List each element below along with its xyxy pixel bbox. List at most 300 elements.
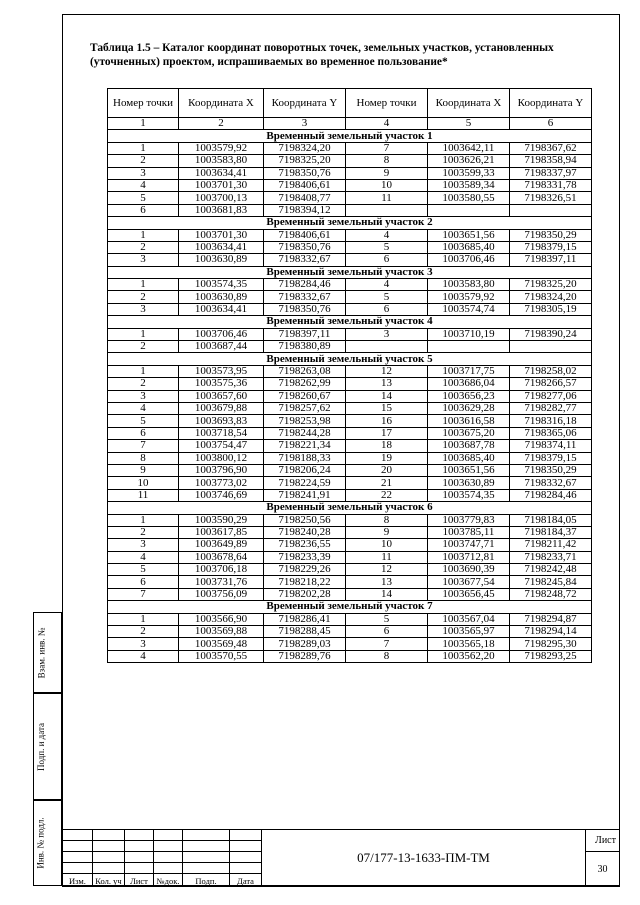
table-cell: 1003687,78 bbox=[428, 440, 510, 452]
table-cell: 1003685,40 bbox=[428, 241, 510, 253]
table-cell: 1003575,36 bbox=[179, 378, 264, 390]
table-cell: 6 bbox=[346, 303, 428, 315]
table-cell: 3 bbox=[108, 390, 179, 402]
table-cell: 8 bbox=[108, 452, 179, 464]
table-row bbox=[108, 254, 592, 266]
document-code: 07/177-13-1633-ПМ-ТМ bbox=[262, 830, 586, 887]
table-cell: Временный земельный участок 2 bbox=[108, 217, 592, 229]
table-cell: 7 bbox=[108, 588, 179, 600]
table-cell: 6 bbox=[346, 254, 428, 266]
table-cell: 6 bbox=[346, 626, 428, 638]
table-cell: 7198295,30 bbox=[510, 638, 592, 650]
table-row bbox=[108, 452, 592, 464]
table-cell: Координата X bbox=[179, 89, 264, 118]
table-cell: 7198211,42 bbox=[510, 539, 592, 551]
table-cell: 1 bbox=[108, 514, 179, 526]
table-cell: 4 bbox=[346, 118, 428, 130]
table-cell: 4 bbox=[346, 229, 428, 241]
stamp-cell bbox=[93, 841, 125, 852]
table-cell: 7198294,14 bbox=[510, 626, 592, 638]
table-cell: 7198245,84 bbox=[510, 576, 592, 588]
table-cell: 2 bbox=[179, 118, 264, 130]
table-cell: 7198188,33 bbox=[264, 452, 346, 464]
stamp-col-podp: Подп. bbox=[183, 874, 230, 887]
table-cell: Координата Y bbox=[510, 89, 592, 118]
table-cell: Номер точки bbox=[108, 89, 179, 118]
table-cell: 5 bbox=[428, 118, 510, 130]
table-cell: 22 bbox=[346, 489, 428, 501]
stamp-cell bbox=[93, 863, 125, 874]
stamp-col-list: Лист bbox=[125, 874, 154, 887]
table-cell: 7198332,67 bbox=[264, 254, 346, 266]
table-cell: Номер точки bbox=[346, 89, 428, 118]
table-cell: 5 bbox=[346, 613, 428, 625]
stamp-cell bbox=[63, 841, 93, 852]
table-cell: 1003710,19 bbox=[428, 328, 510, 340]
table-cell: 7198394,12 bbox=[264, 204, 346, 216]
table-row bbox=[108, 241, 592, 253]
table-cell: 7198289,03 bbox=[264, 638, 346, 650]
table-cell: 7198260,67 bbox=[264, 390, 346, 402]
table-cell: 4 bbox=[346, 279, 428, 291]
title-block bbox=[62, 829, 620, 887]
table-cell: 2 bbox=[108, 626, 179, 638]
table-cell: 8 bbox=[346, 514, 428, 526]
table-cell: Координата Y bbox=[264, 89, 346, 118]
table-row bbox=[108, 341, 592, 353]
table-cell: 7198324,20 bbox=[264, 142, 346, 154]
stamp-cell bbox=[230, 841, 262, 852]
table-cell: 9 bbox=[346, 526, 428, 538]
table-cell: 7198284,46 bbox=[510, 489, 592, 501]
table-row bbox=[108, 229, 592, 241]
stamp-cell bbox=[125, 841, 154, 852]
table-section-row bbox=[108, 266, 592, 278]
table-cell: 7198397,11 bbox=[264, 328, 346, 340]
table-cell: 6 bbox=[108, 427, 179, 439]
stamp-col-izm: Изм. bbox=[63, 874, 93, 887]
table-cell: 1003686,04 bbox=[428, 378, 510, 390]
stamp-cell bbox=[183, 852, 230, 863]
table-section-row bbox=[108, 217, 592, 229]
table-cell: 1003626,21 bbox=[428, 155, 510, 167]
table-cell: 1003583,80 bbox=[428, 279, 510, 291]
table-row bbox=[108, 526, 592, 538]
table-cell: 1003700,13 bbox=[179, 192, 264, 204]
table-row bbox=[108, 477, 592, 489]
table-header-row bbox=[108, 89, 592, 118]
table-row bbox=[108, 179, 592, 191]
table-cell: 7198233,39 bbox=[264, 551, 346, 563]
table-cell: 7198325,20 bbox=[264, 155, 346, 167]
table-cell: Временный земельный участок 1 bbox=[108, 130, 592, 142]
table-cell: 1003649,89 bbox=[179, 539, 264, 551]
table-cell: 7198184,05 bbox=[510, 514, 592, 526]
table-cell: 7198337,97 bbox=[510, 167, 592, 179]
stamp-cell bbox=[183, 830, 230, 841]
table-cell: 1003706,18 bbox=[179, 564, 264, 576]
table-cell: 7198408,77 bbox=[264, 192, 346, 204]
table-cell: 7198380,89 bbox=[264, 341, 346, 353]
table-cell: 7198206,24 bbox=[264, 464, 346, 476]
table-cell: 1003651,56 bbox=[428, 464, 510, 476]
table-cell: 7198325,20 bbox=[510, 279, 592, 291]
table-cell: 7198332,67 bbox=[264, 291, 346, 303]
table-cell: 7198248,72 bbox=[510, 588, 592, 600]
table-cell: 1003731,76 bbox=[179, 576, 264, 588]
table-section-row bbox=[108, 502, 592, 514]
table-cell: 7198379,15 bbox=[510, 241, 592, 253]
table-cell: 2 bbox=[108, 155, 179, 167]
table-row bbox=[108, 650, 592, 662]
table-row bbox=[108, 576, 592, 588]
table-cell: 7198365,06 bbox=[510, 427, 592, 439]
table-cell: 7198202,28 bbox=[264, 588, 346, 600]
table-cell: 7198282,77 bbox=[510, 402, 592, 414]
table-row bbox=[108, 390, 592, 402]
table-row bbox=[108, 514, 592, 526]
table-row bbox=[108, 489, 592, 501]
table-cell: 19 bbox=[346, 452, 428, 464]
table-cell: 3 bbox=[108, 303, 179, 315]
table-cell: 3 bbox=[108, 167, 179, 179]
table-section-row bbox=[108, 130, 592, 142]
table-cell: 1003616,58 bbox=[428, 415, 510, 427]
table-cell: 1003681,83 bbox=[179, 204, 264, 216]
table-cell: 1003687,44 bbox=[179, 341, 264, 353]
table-row bbox=[108, 328, 592, 340]
stamp-cell bbox=[183, 863, 230, 874]
table-cell: 3 bbox=[108, 539, 179, 551]
table-row bbox=[108, 551, 592, 563]
table-cell: 7198229,26 bbox=[264, 564, 346, 576]
table-cell bbox=[510, 341, 592, 353]
side-label-inv: Инв. № подл. bbox=[36, 817, 46, 869]
stamp-cell bbox=[63, 852, 93, 863]
table-cell: 4 bbox=[108, 551, 179, 563]
table-cell: 1003583,80 bbox=[179, 155, 264, 167]
table-cell: 1003629,28 bbox=[428, 402, 510, 414]
table-cell: 1003573,95 bbox=[179, 365, 264, 377]
table-row bbox=[108, 415, 592, 427]
table-cell: Временный земельный участок 5 bbox=[108, 353, 592, 365]
table-row bbox=[108, 427, 592, 439]
table-cell: 20 bbox=[346, 464, 428, 476]
table-cell: 7198236,55 bbox=[264, 539, 346, 551]
table-cell: 5 bbox=[108, 415, 179, 427]
table-cell: Временный земельный участок 7 bbox=[108, 601, 592, 613]
table-row bbox=[108, 402, 592, 414]
table-row bbox=[108, 613, 592, 625]
table-cell: 5 bbox=[108, 192, 179, 204]
table-cell: 7198305,19 bbox=[510, 303, 592, 315]
stamp-cell bbox=[125, 863, 154, 874]
table-cell: 7198350,76 bbox=[264, 241, 346, 253]
table-row bbox=[108, 291, 592, 303]
table-cell: 1003634,41 bbox=[179, 303, 264, 315]
table-cell: 1 bbox=[108, 142, 179, 154]
table-cell: 7198350,29 bbox=[510, 229, 592, 241]
table-cell: Временный земельный участок 3 bbox=[108, 266, 592, 278]
table-cell: 7198262,99 bbox=[264, 378, 346, 390]
table-cell: 4 bbox=[108, 179, 179, 191]
table-cell: 3 bbox=[264, 118, 346, 130]
table-cell: 13 bbox=[346, 576, 428, 588]
table-cell: 7 bbox=[346, 638, 428, 650]
table-cell: 1003706,46 bbox=[428, 254, 510, 266]
table-cell: 1003565,97 bbox=[428, 626, 510, 638]
table-cell: 1003569,88 bbox=[179, 626, 264, 638]
table-cell: 1 bbox=[108, 365, 179, 377]
table-cell: 7198406,61 bbox=[264, 229, 346, 241]
table-cell: 1003562,20 bbox=[428, 650, 510, 662]
table-section-row bbox=[108, 353, 592, 365]
table-cell: 1 bbox=[108, 279, 179, 291]
table-cell: 1003675,20 bbox=[428, 427, 510, 439]
table-cell bbox=[428, 204, 510, 216]
table-row bbox=[108, 378, 592, 390]
table-cell: 1003574,74 bbox=[428, 303, 510, 315]
table-cell: 3 bbox=[108, 254, 179, 266]
table-cell: 14 bbox=[346, 588, 428, 600]
table-cell bbox=[346, 204, 428, 216]
stamp-cell bbox=[125, 830, 154, 841]
table-cell: 1003754,47 bbox=[179, 440, 264, 452]
table-cell: 10 bbox=[346, 179, 428, 191]
table-cell: 1003701,30 bbox=[179, 179, 264, 191]
table-cell: 7198358,94 bbox=[510, 155, 592, 167]
table-cell: 1003574,35 bbox=[179, 279, 264, 291]
table-cell: 12 bbox=[346, 564, 428, 576]
table-cell: 7198316,18 bbox=[510, 415, 592, 427]
sheet-number: 30 bbox=[586, 852, 620, 887]
table-cell: 2 bbox=[108, 291, 179, 303]
table-cell: 7198284,46 bbox=[264, 279, 346, 291]
table-cell: 7198263,08 bbox=[264, 365, 346, 377]
table-cell: 5 bbox=[346, 291, 428, 303]
table-cell: 7198218,22 bbox=[264, 576, 346, 588]
table-cell: 1003800,12 bbox=[179, 452, 264, 464]
table-row bbox=[108, 539, 592, 551]
table-cell: 12 bbox=[346, 365, 428, 377]
table-cell: 7198244,28 bbox=[264, 427, 346, 439]
table-cell: 1003651,56 bbox=[428, 229, 510, 241]
table-cell: 1003630,89 bbox=[179, 291, 264, 303]
table-cell: 1003690,39 bbox=[428, 564, 510, 576]
table-cell bbox=[428, 341, 510, 353]
table-cell: 1003785,11 bbox=[428, 526, 510, 538]
table-cell: 7198350,76 bbox=[264, 167, 346, 179]
table-cell: 15 bbox=[346, 402, 428, 414]
table-cell: 7198233,71 bbox=[510, 551, 592, 563]
table-cell: 7198277,06 bbox=[510, 390, 592, 402]
table-row bbox=[108, 167, 592, 179]
table-cell: 1003678,64 bbox=[179, 551, 264, 563]
table-row bbox=[108, 564, 592, 576]
table-cell: 18 bbox=[346, 440, 428, 452]
table-cell: 1003574,35 bbox=[428, 489, 510, 501]
table-cell: 7198324,20 bbox=[510, 291, 592, 303]
table-cell: 7198289,76 bbox=[264, 650, 346, 662]
table-cell: 7198406,61 bbox=[264, 179, 346, 191]
table-cell: 7198379,15 bbox=[510, 452, 592, 464]
table-cell: 1003570,55 bbox=[179, 650, 264, 662]
table-cell: 1003779,83 bbox=[428, 514, 510, 526]
table-cell: 2 bbox=[108, 526, 179, 538]
table-cell: 10 bbox=[108, 477, 179, 489]
table-cell: 6 bbox=[108, 204, 179, 216]
table-cell: 1003590,29 bbox=[179, 514, 264, 526]
table-cell: 7198350,29 bbox=[510, 464, 592, 476]
table-cell bbox=[510, 204, 592, 216]
table-cell: 1003747,71 bbox=[428, 539, 510, 551]
table-cell: 2 bbox=[108, 378, 179, 390]
stamp-cell bbox=[154, 841, 183, 852]
table-cell: 7198224,59 bbox=[264, 477, 346, 489]
table-row bbox=[108, 638, 592, 650]
table-cell: 1003580,55 bbox=[428, 192, 510, 204]
table-cell: 7198184,37 bbox=[510, 526, 592, 538]
table-cell: 6 bbox=[108, 576, 179, 588]
table-cell: 1003565,18 bbox=[428, 638, 510, 650]
table-row bbox=[108, 464, 592, 476]
table-index-row bbox=[108, 118, 592, 130]
table-cell: 10 bbox=[346, 539, 428, 551]
table-section-row bbox=[108, 601, 592, 613]
table-cell: Временный земельный участок 4 bbox=[108, 316, 592, 328]
table-cell: 1003706,46 bbox=[179, 328, 264, 340]
table-row bbox=[108, 155, 592, 167]
stamp-cell bbox=[93, 852, 125, 863]
table-cell: 2 bbox=[108, 241, 179, 253]
table-cell: 7198250,56 bbox=[264, 514, 346, 526]
table-cell: 14 bbox=[346, 390, 428, 402]
table-cell: 1003796,90 bbox=[179, 464, 264, 476]
table-cell: Временный земельный участок 6 bbox=[108, 502, 592, 514]
table-cell: 1 bbox=[108, 229, 179, 241]
table-cell: 1003567,04 bbox=[428, 613, 510, 625]
table-cell: 13 bbox=[346, 378, 428, 390]
table-cell: 1 bbox=[108, 328, 179, 340]
table-cell: 1003656,45 bbox=[428, 588, 510, 600]
table-cell: 7198367,62 bbox=[510, 142, 592, 154]
table-cell: 1003589,34 bbox=[428, 179, 510, 191]
table-section-row bbox=[108, 316, 592, 328]
table-row bbox=[108, 279, 592, 291]
side-label-vzam: Взам. инв. № bbox=[36, 627, 46, 678]
table-row bbox=[108, 204, 592, 216]
table-cell: 7198350,76 bbox=[264, 303, 346, 315]
table-cell: 1003656,23 bbox=[428, 390, 510, 402]
table-cell: 1003677,54 bbox=[428, 576, 510, 588]
table-cell: 5 bbox=[346, 241, 428, 253]
stamp-cell bbox=[183, 841, 230, 852]
table-cell: 1003569,48 bbox=[179, 638, 264, 650]
table-cell: 7198241,91 bbox=[264, 489, 346, 501]
table-cell: 11 bbox=[346, 192, 428, 204]
table-cell: 7198286,41 bbox=[264, 613, 346, 625]
table-cell: 9 bbox=[346, 167, 428, 179]
table-cell: 7198374,11 bbox=[510, 440, 592, 452]
table-cell: 7198390,24 bbox=[510, 328, 592, 340]
table-cell: 1003701,30 bbox=[179, 229, 264, 241]
table-cell: 1003679,88 bbox=[179, 402, 264, 414]
table-cell: 1003634,41 bbox=[179, 241, 264, 253]
table-cell: 1003756,09 bbox=[179, 588, 264, 600]
table-cell: 1003712,81 bbox=[428, 551, 510, 563]
table-cell: 7198266,57 bbox=[510, 378, 592, 390]
table-cell: 7198293,25 bbox=[510, 650, 592, 662]
stamp-col-kol-uch: Кол. уч bbox=[93, 874, 125, 887]
table-cell: 1003773,02 bbox=[179, 477, 264, 489]
table-cell: 7198288,45 bbox=[264, 626, 346, 638]
table-cell: 1003599,33 bbox=[428, 167, 510, 179]
table-cell: 7198397,11 bbox=[510, 254, 592, 266]
table-cell: 1003579,92 bbox=[428, 291, 510, 303]
table-cell: 1003642,11 bbox=[428, 142, 510, 154]
sheet-label: Лист bbox=[586, 830, 620, 852]
table-cell: 7198326,51 bbox=[510, 192, 592, 204]
table-cell: 5 bbox=[108, 564, 179, 576]
table-cell: 1003630,89 bbox=[428, 477, 510, 489]
table-cell: 2 bbox=[108, 341, 179, 353]
table-cell: 1003657,60 bbox=[179, 390, 264, 402]
table-cell: 7198331,78 bbox=[510, 179, 592, 191]
stamp-cell bbox=[230, 830, 262, 841]
table-cell: 7198253,98 bbox=[264, 415, 346, 427]
table-cell: 1003693,83 bbox=[179, 415, 264, 427]
table-cell: 1 bbox=[108, 118, 179, 130]
table-row bbox=[108, 142, 592, 154]
table-cell: 6 bbox=[510, 118, 592, 130]
stamp-cell bbox=[63, 863, 93, 874]
stamp-cell bbox=[230, 863, 262, 874]
table-cell: 7198221,34 bbox=[264, 440, 346, 452]
table-cell: 7 bbox=[346, 142, 428, 154]
table-cell: 4 bbox=[108, 650, 179, 662]
table-cell: 7198294,87 bbox=[510, 613, 592, 625]
table-cell: 1003717,75 bbox=[428, 365, 510, 377]
table-cell: 1003746,69 bbox=[179, 489, 264, 501]
table-cell: 7198258,02 bbox=[510, 365, 592, 377]
stamp-col-data: Дата bbox=[230, 874, 262, 887]
table-cell: 8 bbox=[346, 155, 428, 167]
table-cell: 1003566,90 bbox=[179, 613, 264, 625]
table-row bbox=[108, 626, 592, 638]
table-row bbox=[108, 588, 592, 600]
table-row bbox=[108, 303, 592, 315]
stamp-cell bbox=[93, 830, 125, 841]
coordinates-table bbox=[107, 88, 592, 663]
table-row bbox=[108, 365, 592, 377]
table-cell: 8 bbox=[346, 650, 428, 662]
table-cell: 21 bbox=[346, 477, 428, 489]
table-row bbox=[108, 192, 592, 204]
table-cell: 3 bbox=[346, 328, 428, 340]
table-cell: 1 bbox=[108, 613, 179, 625]
table-cell: 1003617,85 bbox=[179, 526, 264, 538]
table-cell: 1003579,92 bbox=[179, 142, 264, 154]
table-cell: 11 bbox=[346, 551, 428, 563]
table-cell: 17 bbox=[346, 427, 428, 439]
stamp-cell bbox=[125, 852, 154, 863]
stamp-col-ndok: №док. bbox=[154, 874, 183, 887]
table-cell: 16 bbox=[346, 415, 428, 427]
table-caption: Таблица 1.5 – Каталог координат поворотных точек, земельных участков, установленных (уточненных) проектом, испрашиваемых во временное пользование* bbox=[90, 42, 554, 68]
table-cell: 11 bbox=[108, 489, 179, 501]
table-cell: 3 bbox=[108, 638, 179, 650]
stamp-cell bbox=[154, 830, 183, 841]
